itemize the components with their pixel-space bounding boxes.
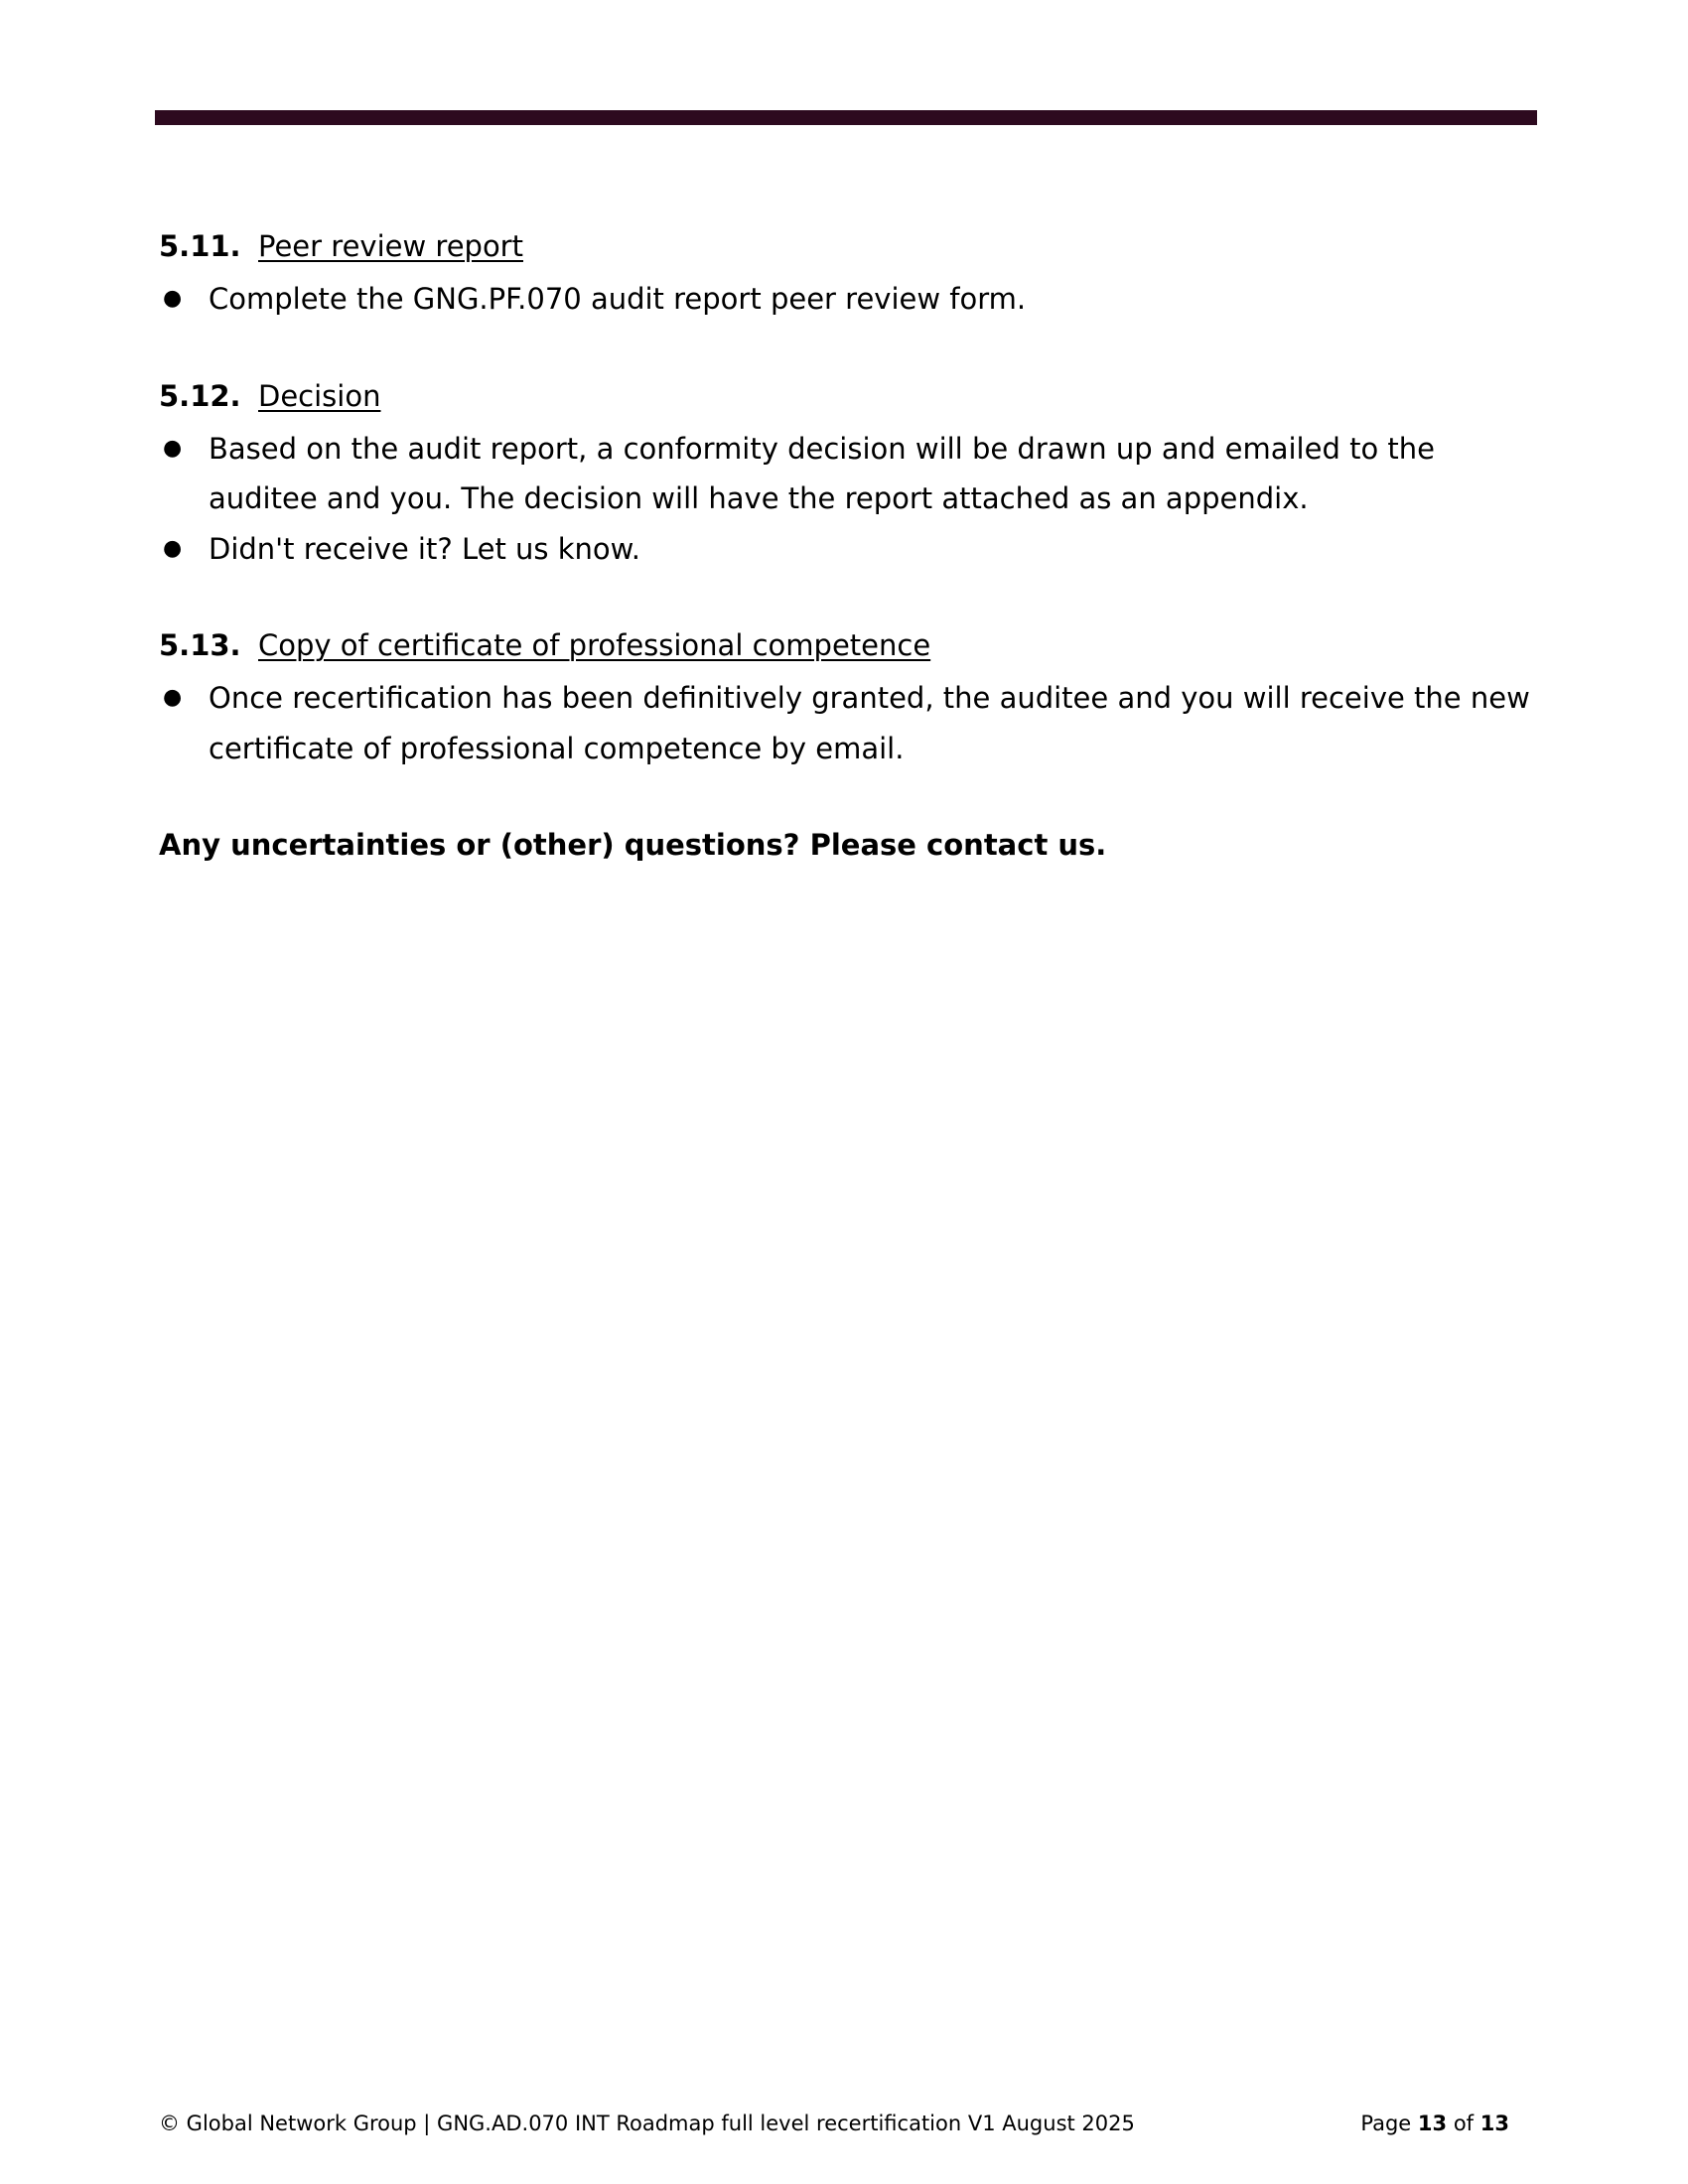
list-item (159, 524, 1539, 575)
section-peer-review-report (159, 224, 1539, 325)
list-item-text: Once recertification has been definitively granted, the auditee and you will receive the new certificate of professional competence by email. (209, 681, 1530, 765)
list-item-text: Based on the audit report, a conformity decision will be drawn up and emailed to the auditee and you. The decision will have the report attached as an appendix. (209, 431, 1435, 515)
section-title: Copy of certificate of professional competence (258, 628, 931, 662)
section-title: Peer review report (258, 229, 523, 263)
page-total: 13 (1479, 2112, 1509, 2135)
list-item (159, 424, 1539, 524)
bullet-list (159, 274, 1539, 325)
bullet-list (159, 673, 1539, 773)
list-item-text: Complete the GNG.PF.070 audit report peer review form. (209, 282, 1027, 316)
page-number (1360, 2109, 1509, 2138)
bullet-list (159, 424, 1539, 575)
section-number: 5.11. (159, 229, 241, 263)
bullet-icon: ● (163, 286, 183, 311)
bullet-icon: ● (163, 435, 183, 461)
bullet-icon: ● (163, 685, 183, 710)
page-of: of (1453, 2112, 1475, 2135)
section-heading (159, 374, 1539, 418)
list-item-text: Didn't receive it? Let us know. (209, 531, 640, 566)
closing-note: Any uncertainties or (other) questions? Please contact us. (159, 828, 1107, 862)
list-item (159, 274, 1539, 325)
section-number: 5.12. (159, 378, 241, 413)
bullet-icon: ● (163, 535, 183, 561)
footer-copyright: © Global Network Group | GNG.AD.070 INT Roadmap full level recertification V1 August 2025 (159, 2112, 1135, 2135)
section-decision (159, 374, 1539, 575)
section-certificate-copy (159, 623, 1539, 773)
page-current: 13 (1417, 2112, 1448, 2135)
list-item (159, 673, 1539, 773)
section-title: Decision (258, 378, 381, 413)
section-heading (159, 623, 1539, 667)
page-label: Page (1360, 2112, 1412, 2135)
document-body (159, 224, 1539, 867)
section-number: 5.13. (159, 628, 241, 662)
section-heading (159, 224, 1539, 268)
header-rule (155, 110, 1537, 125)
